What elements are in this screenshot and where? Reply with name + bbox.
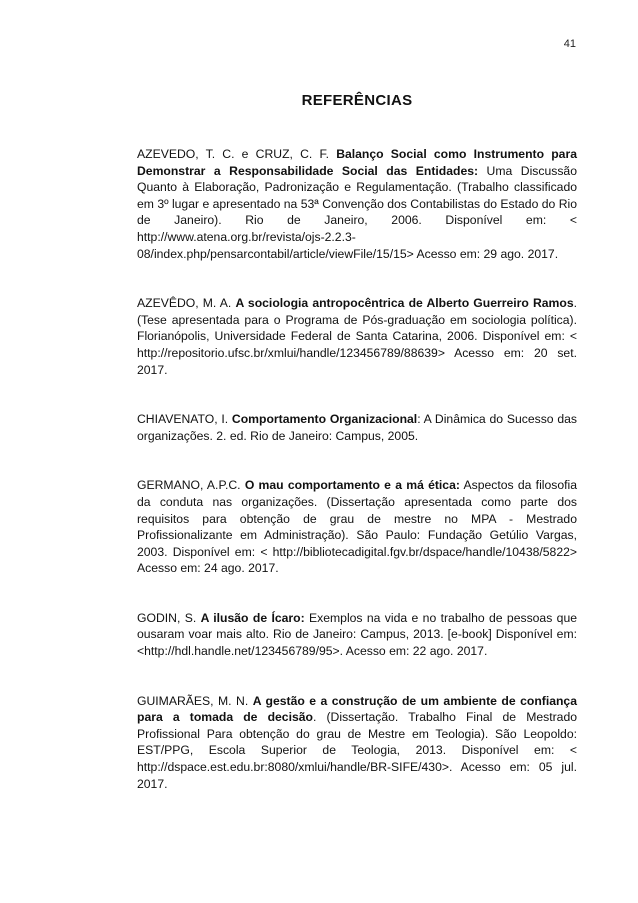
reference-entry-azevedo: [137, 146, 577, 262]
reference-title: Comportamento Organizacional: [231, 412, 418, 427]
reference-details: Aspectos da filosofia da conduta nas organizações. (Dissertação apresentada como parte dos requisitos para obtenção de grau de mestre no MPA - Mestrado Profissionalizante em Administração). São Paulo: Fundação Getúlio Vargas, 2003. Disponível em: < http://bibliotecadigital.fgv.br/dspace/handle/10438/5822> Acesso em: 24 ago. 2017.: [137, 478, 578, 576]
page-title: REFERÊNCIAS: [301, 92, 413, 109]
reference-details: . (Dissertação. Trabalho Final de Mestrado Profissional Para obtenção do grau de Mestre em Teologia). São Leopoldo: EST/PPG, Escola Superior de Teologia, 2013. Disponível em: < http://dspace.est.edu.br:8080/xmlui/handle/BR-SIFE/430>. Acesso em: 05 jul. 2017.: [137, 710, 577, 791]
reference-authors: GERMANO, A.P.C.: [137, 478, 245, 493]
reference-title: O mau comportamento e a má ética:: [244, 478, 460, 493]
reference-title: A sociologia antropocêntrica de Alberto Guerreiro Ramos: [235, 296, 574, 311]
reference-details: : A Dinâmica do Sucesso das organizações. 2. ed. Rio de Janeiro: Campus, 2005.: [137, 412, 577, 443]
reference-details: Uma Discussão Quanto à Elaboração, Padronização e Regulamentação. (Trabalho classificado em 3º lugar e apresentado na 53ª Convenção dos Contabilistas do Estado do Rio de Janeiro). Rio de Janeiro, 2006. Disponível em: < http://www.atena.org.br/revista/ojs-2.2.3-08/index.php/pensarcontabil/article/viewFile/15/15> Acesso em: 29 ago. 2017.: [137, 163, 577, 261]
page-number: 41: [563, 38, 576, 50]
reference-details: Exemplos na vida e no trabalho de pessoas que ousaram voar mais alto. Rio de Janeiro: Campus, 2013. [e-book] Disponível em: <http://hdl.handle.net/123456789/95>. Acesso em: 22 ago. 2017.: [137, 610, 578, 659]
reference-title: A ilusão de Ícaro:: [200, 610, 305, 625]
reference-list: [137, 146, 577, 792]
reference-title: A gestão e a construção de um ambiente de confiança para a tomada de decisão: [137, 693, 577, 725]
reference-title: Balanço Social como Instrumento para Demonstrar a Responsabilidade Social das Entidades:: [137, 147, 577, 178]
reference-entry-germano: [137, 477, 577, 577]
reference-authors: GODIN, S.: [137, 610, 201, 625]
reference-authors: AZEVEDO, T. C. e CRUZ, C. F.: [137, 147, 337, 161]
reference-details: . (Tese apresentada para o Programa de Pós-graduação em sociologia política). Florianópolis, Universidade Federal de Santa Catarina, 2006. Disponível em: < http://repositorio.ufsc.br/xmlui/handle/123456789/88639> Acesso em: 20 set. 2017.: [137, 296, 577, 377]
reference-entry-godin: [137, 610, 577, 660]
reference-authors: GUIMARÃES, M. N.: [137, 693, 253, 708]
reference-entry-azevedo-ma: [137, 295, 577, 378]
reference-authors: AZEVÊDO, M. A.: [137, 296, 236, 311]
reference-entry-chiavenato: [137, 411, 577, 444]
reference-entry-guimaraes: [137, 693, 577, 793]
reference-authors: CHIAVENATO, I.: [137, 412, 232, 427]
